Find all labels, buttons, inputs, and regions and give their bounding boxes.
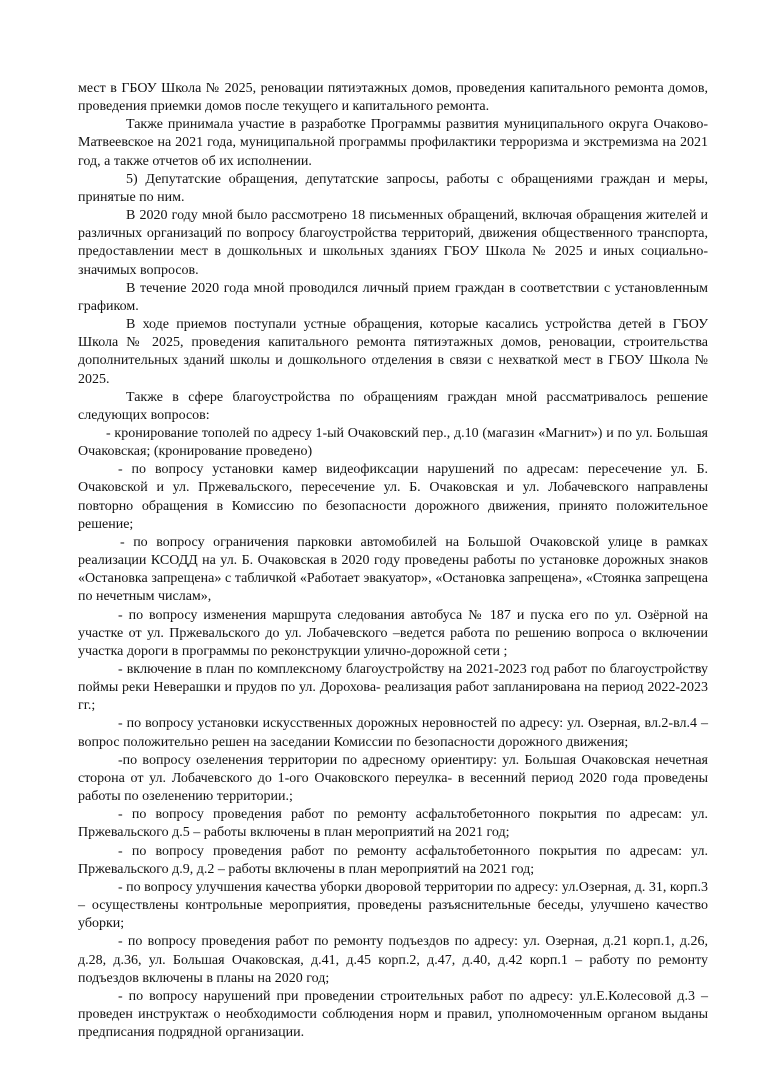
- list-item-parking: - по вопросу ограничения парковки автомобилей на Большой Очаковской улице в рамках реализации КСОДД на ул. Б. Очаковская в 2020 году проведены работы по установке дорожных знаков «Остановка запрещена» с табличкой «Работает эвакуатор», «Остановка запрещена», «Стоянка запрещена по нечетным числам»,: [78, 534, 708, 605]
- paragraph-landscaping-intro: Также в сфере благоустройства по обращениям граждан мной рассматривалось решение следующих вопросов:: [78, 389, 708, 423]
- section-heading-appeals: 5) Депутатские обращения, депутатские запросы, работы с обращениями граждан и меры, принятые по ним.: [78, 171, 708, 205]
- list-item-construction-violations: - по вопросу нарушений при проведении строительных работ по адресу: ул.Е.Колесовой д.3 – проведен инструктаж о необходимости соблюдения норм и правил, уполномоченным органом выданы предписания подрядной организации.: [78, 988, 708, 1041]
- paragraph-personal-reception: В течение 2020 года мной проводился личный прием граждан в соответствии с установленным графиком.: [78, 280, 708, 314]
- list-item-speed-bumps: - по вопросу установки искусственных дорожных неровностей по адресу: ул. Озерная, вл.2-вл.4 – вопрос положительно решен на заседании Комиссии по безопасности дорожного движения;: [78, 716, 708, 750]
- paragraph-program-participation: Также принимала участие в разработке Программы развития муниципального округа Очаково-Матвеевское на 2021 года, муниципальной программы профилактики терроризма и экстремизма на 2021 год, а также отчетов об их исполнении.: [78, 117, 708, 169]
- list-item-tree-pruning: - кронирование тополей по адресу 1-ый Очаковский пер., д.10 (магазин «Магнит») и по ул. Большая Очаковская; (кронирование проведено): [78, 425, 708, 460]
- list-item-asphalt-2: - по вопросу проведения работ по ремонту асфальтобетонного покрытия по адресам: ул. Пржевальского д.9, д.2 – работы включены в план мероприятий на 2021 год;: [78, 843, 708, 877]
- list-item-entrance-repair: - по вопросу проведения работ по ремонту подъездов по адресу: ул. Озерная, д.21 корп.1, д.26, д.28, д.36, ул. Большая Очаковская, д.41, д.45 корп.2, д.47, д.40, д.42 корп.1 – работу по ремонту подъездов включены в планы на 2020 год;: [78, 934, 708, 986]
- document-body: [78, 80, 708, 1042]
- list-item-river-improvement: - включение в план по комплексному благоустройству на 2021-2023 год работ по благоустройству поймы реки Неверашки и прудов по ул. Дорохова- реализация работ запланирована на период 2022-2023 гг.;: [78, 662, 708, 714]
- list-item-cleaning: - по вопросу улучшения качества уборки дворовой территории по адресу: ул.Озерная, д. 31, корп.3 – осуществлены контрольные мероприятия, проведены разъяснительные беседы, улучшено качество уборки;: [78, 879, 709, 932]
- paragraph-continuation: мест в ГБОУ Школа № 2025, реновации пятиэтажных домов, проведения капитального ремонта домов, проведения приемки домов после текущего и капитального ремонта.: [78, 81, 708, 115]
- paragraph-oral-appeals: В ходе приемов поступали устные обращения, которые касались устройства детей в ГБОУ Школа № 2025, проведения капитального ремонта пятиэтажных домов, реновации, строительства дополнительных зданий школы и дошкольного отделения в связи с нехваткой мест в ГБОУ Школа № 2025.: [78, 317, 708, 387]
- paragraph-written-appeals: В 2020 году мной было рассмотрено 18 письменных обращений, включая обращения жителей и различных организаций по вопросу благоустройства территорий, движения общественного транспорта, предоставлении мест в дошкольных и школьных зданиях ГБОУ Школа № 2025 и иных социально-значимых вопросов.: [78, 208, 708, 278]
- list-item-greening: -по вопросу озеленения территории по адресному ориентиру: ул. Большая Очаковская нечетная сторона от ул. Лобачевского до 1-ого Очаковского переулка- в весенний период 2020 года проведены работы по озеленению территории.;: [78, 752, 708, 805]
- list-item-bus-route: - по вопросу изменения маршрута следования автобуса № 187 и пуска его по ул. Озёрной на участке от ул. Пржевальского до ул. Лобачевского –ведется работа по решению вопроса о включении участка дороги в программы по реконструкции улично-дорожной сети ;: [78, 607, 708, 659]
- list-item-cameras: - по вопросу установки камер видеофиксации нарушений по адресам: пересечение ул. Б. Очаковской и ул. Пржевальского, пересечение ул. Б. Очаковская и ул. Лобачевского направлены повторно обращения в Комиссию по безопасности дорожного движения, принято положительное решение;: [78, 462, 708, 532]
- list-item-asphalt-1: - по вопросу проведения работ по ремонту асфальтобетонного покрытия по адресам: ул. Пржевальского д.5 – работы включены в план мероприятий на 2021 год;: [78, 807, 708, 841]
